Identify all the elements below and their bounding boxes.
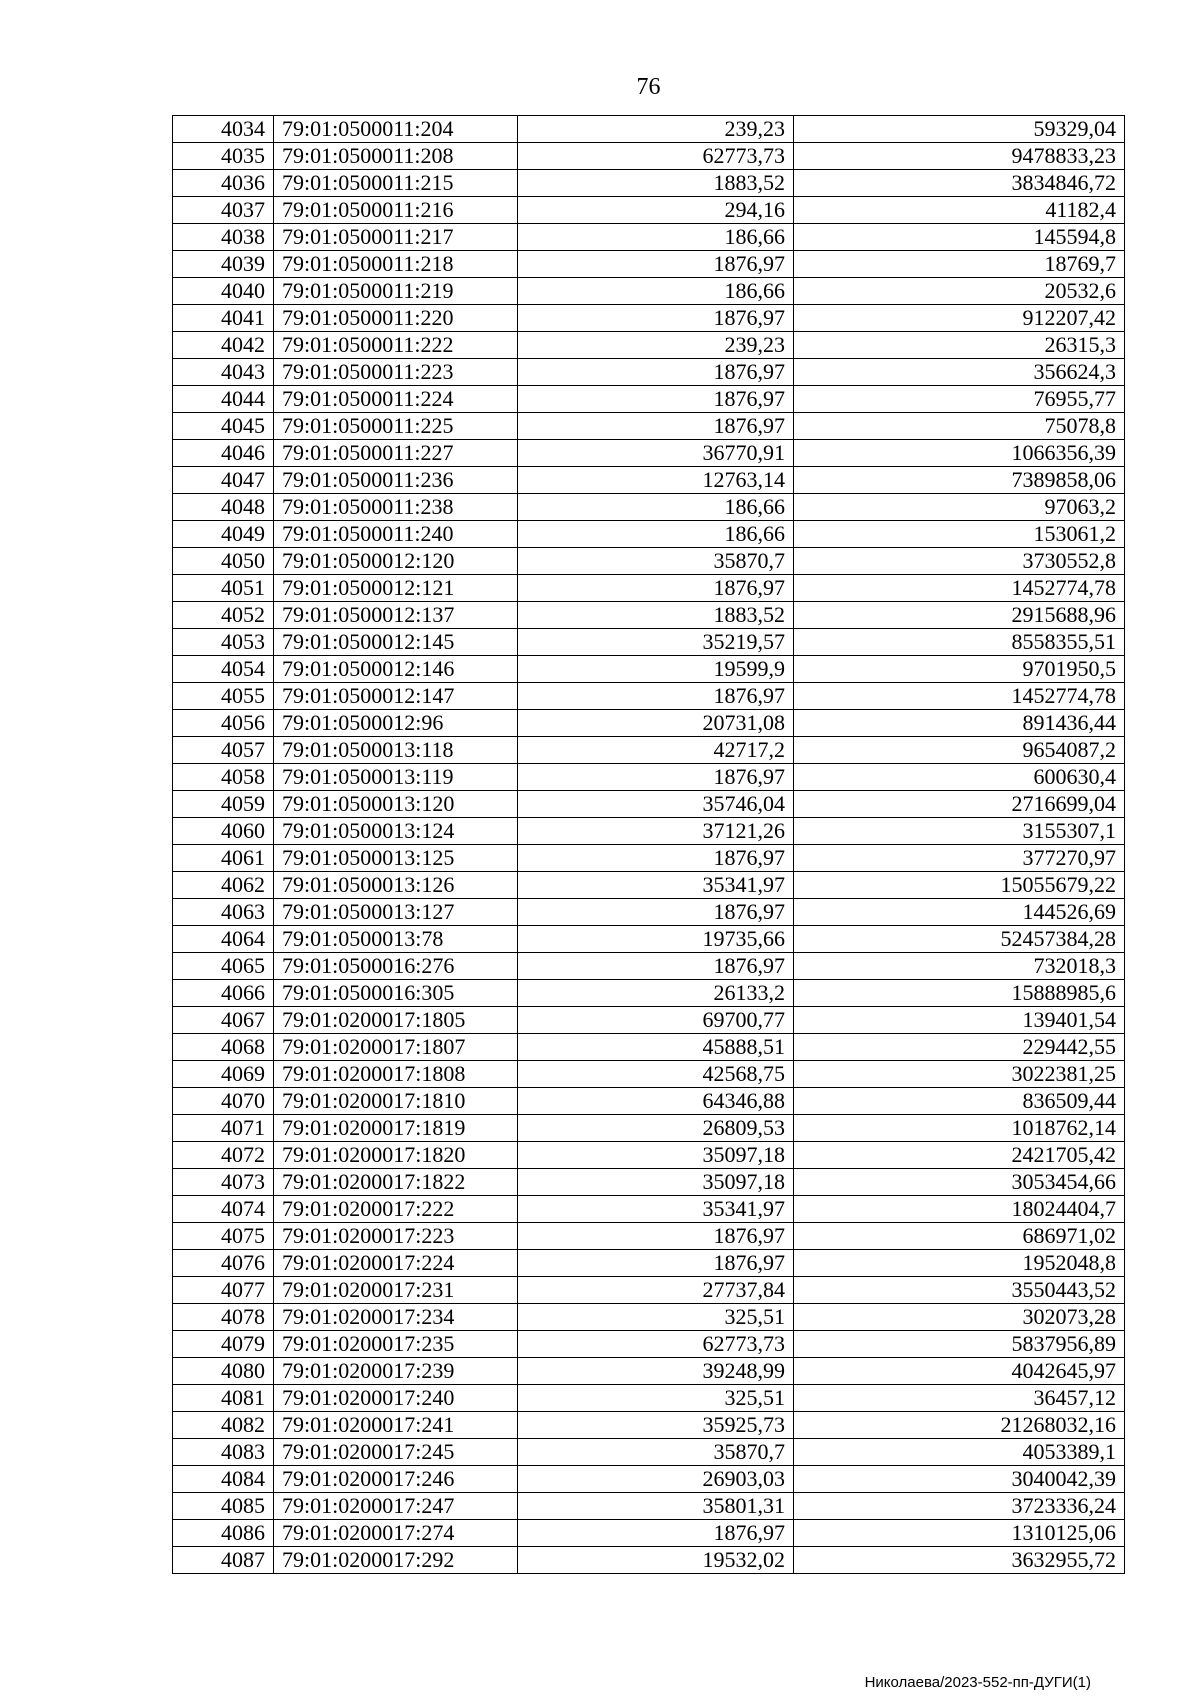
cadastral-number-cell: 79:01:0500011:238 — [274, 494, 518, 521]
area-cell: 325,51 — [518, 1385, 794, 1412]
value-cell: 9478833,23 — [794, 143, 1125, 170]
table-row — [173, 1331, 1125, 1358]
page-number: 76 — [636, 74, 661, 100]
table-row — [173, 575, 1125, 602]
cadastral-number-cell: 79:01:0500013:126 — [274, 872, 518, 899]
table-row — [173, 1493, 1125, 1520]
cadastral-number-cell: 79:01:0500011:223 — [274, 359, 518, 386]
value-cell: 20532,6 — [794, 278, 1125, 305]
area-cell: 1883,52 — [518, 602, 794, 629]
row-number-cell: 4072 — [173, 1142, 274, 1169]
area-cell: 1876,97 — [518, 845, 794, 872]
area-cell: 45888,51 — [518, 1034, 794, 1061]
cadastral-number-cell: 79:01:0500011:236 — [274, 467, 518, 494]
table-row — [173, 1358, 1125, 1385]
cadastral-number-cell: 79:01:0500016:276 — [274, 953, 518, 980]
table-row — [173, 143, 1125, 170]
area-cell: 37121,26 — [518, 818, 794, 845]
area-cell: 35097,18 — [518, 1142, 794, 1169]
table-row — [173, 278, 1125, 305]
value-cell: 2716699,04 — [794, 791, 1125, 818]
row-number-cell: 4042 — [173, 332, 274, 359]
table-row — [173, 953, 1125, 980]
table-row — [173, 224, 1125, 251]
table-row — [173, 656, 1125, 683]
area-cell: 26903,03 — [518, 1466, 794, 1493]
value-cell: 3155307,1 — [794, 818, 1125, 845]
row-number-cell: 4070 — [173, 1088, 274, 1115]
value-cell: 229442,55 — [794, 1034, 1125, 1061]
table-row — [173, 332, 1125, 359]
cadastral-number-cell: 79:01:0500013:120 — [274, 791, 518, 818]
table-body — [173, 116, 1125, 1574]
table-row — [173, 197, 1125, 224]
row-number-cell: 4085 — [173, 1493, 274, 1520]
area-cell: 1876,97 — [518, 359, 794, 386]
table-row — [173, 1385, 1125, 1412]
cadastral-number-cell: 79:01:0200017:292 — [274, 1547, 518, 1574]
value-cell: 302073,28 — [794, 1304, 1125, 1331]
table-row — [173, 305, 1125, 332]
row-number-cell: 4049 — [173, 521, 274, 548]
table-row — [173, 1412, 1125, 1439]
row-number-cell: 4058 — [173, 764, 274, 791]
value-cell: 75078,8 — [794, 413, 1125, 440]
cadastral-number-cell: 79:01:0200017:1810 — [274, 1088, 518, 1115]
area-cell: 1876,97 — [518, 1520, 794, 1547]
area-cell: 20731,08 — [518, 710, 794, 737]
area-cell: 1876,97 — [518, 305, 794, 332]
value-cell: 1452774,78 — [794, 683, 1125, 710]
row-number-cell: 4046 — [173, 440, 274, 467]
row-number-cell: 4065 — [173, 953, 274, 980]
cadastral-number-cell: 79:01:0500013:119 — [274, 764, 518, 791]
row-number-cell: 4050 — [173, 548, 274, 575]
table-row — [173, 1007, 1125, 1034]
table-row — [173, 170, 1125, 197]
value-cell: 1952048,8 — [794, 1250, 1125, 1277]
value-cell: 41182,4 — [794, 197, 1125, 224]
value-cell: 18769,7 — [794, 251, 1125, 278]
table-row — [173, 926, 1125, 953]
row-number-cell: 4082 — [173, 1412, 274, 1439]
table-row — [173, 1115, 1125, 1142]
table-row — [173, 872, 1125, 899]
row-number-cell: 4078 — [173, 1304, 274, 1331]
cadastral-number-cell: 79:01:0200017:239 — [274, 1358, 518, 1385]
table-row — [173, 1196, 1125, 1223]
row-number-cell: 4034 — [173, 116, 274, 143]
table-row — [173, 1547, 1125, 1574]
cadastral-number-cell: 79:01:0200017:222 — [274, 1196, 518, 1223]
value-cell: 3723336,24 — [794, 1493, 1125, 1520]
area-cell: 35341,97 — [518, 1196, 794, 1223]
row-number-cell: 4076 — [173, 1250, 274, 1277]
cadastral-number-cell: 79:01:0500011:216 — [274, 197, 518, 224]
row-number-cell: 4055 — [173, 683, 274, 710]
value-cell: 145594,8 — [794, 224, 1125, 251]
value-cell: 3834846,72 — [794, 170, 1125, 197]
value-cell: 139401,54 — [794, 1007, 1125, 1034]
value-cell: 144526,69 — [794, 899, 1125, 926]
value-cell: 9701950,5 — [794, 656, 1125, 683]
value-cell: 686971,02 — [794, 1223, 1125, 1250]
cadastral-number-cell: 79:01:0500012:146 — [274, 656, 518, 683]
row-number-cell: 4060 — [173, 818, 274, 845]
value-cell: 97063,2 — [794, 494, 1125, 521]
area-cell: 26809,53 — [518, 1115, 794, 1142]
area-cell: 35341,97 — [518, 872, 794, 899]
row-number-cell: 4040 — [173, 278, 274, 305]
area-cell: 35801,31 — [518, 1493, 794, 1520]
table-row — [173, 359, 1125, 386]
cadastral-number-cell: 79:01:0500012:120 — [274, 548, 518, 575]
row-number-cell: 4036 — [173, 170, 274, 197]
table-row — [173, 791, 1125, 818]
area-cell: 35925,73 — [518, 1412, 794, 1439]
value-cell: 21268032,16 — [794, 1412, 1125, 1439]
area-cell: 26133,2 — [518, 980, 794, 1007]
area-cell: 186,66 — [518, 278, 794, 305]
table-row — [173, 548, 1125, 575]
table-row — [173, 1520, 1125, 1547]
table-row — [173, 629, 1125, 656]
value-cell: 52457384,28 — [794, 926, 1125, 953]
area-cell: 1876,97 — [518, 953, 794, 980]
cadastral-number-cell: 79:01:0500013:127 — [274, 899, 518, 926]
table-row — [173, 1250, 1125, 1277]
value-cell: 36457,12 — [794, 1385, 1125, 1412]
cadastral-number-cell: 79:01:0200017:241 — [274, 1412, 518, 1439]
cadastral-number-cell: 79:01:0500012:137 — [274, 602, 518, 629]
cadastral-number-cell: 79:01:0200017:235 — [274, 1331, 518, 1358]
value-cell: 26315,3 — [794, 332, 1125, 359]
value-cell: 1452774,78 — [794, 575, 1125, 602]
area-cell: 1876,97 — [518, 251, 794, 278]
area-cell: 1876,97 — [518, 413, 794, 440]
area-cell: 35870,7 — [518, 548, 794, 575]
row-number-cell: 4081 — [173, 1385, 274, 1412]
value-cell: 377270,97 — [794, 845, 1125, 872]
value-cell: 15055679,22 — [794, 872, 1125, 899]
land-register-table — [172, 115, 1125, 1574]
row-number-cell: 4074 — [173, 1196, 274, 1223]
value-cell: 3022381,25 — [794, 1061, 1125, 1088]
area-cell: 1876,97 — [518, 1250, 794, 1277]
cadastral-number-cell: 79:01:0500013:78 — [274, 926, 518, 953]
cadastral-number-cell: 79:01:0200017:1807 — [274, 1034, 518, 1061]
row-number-cell: 4037 — [173, 197, 274, 224]
table-row — [173, 818, 1125, 845]
table-row — [173, 683, 1125, 710]
table-row — [173, 1034, 1125, 1061]
table-row — [173, 1223, 1125, 1250]
row-number-cell: 4051 — [173, 575, 274, 602]
area-cell: 186,66 — [518, 224, 794, 251]
cadastral-number-cell: 79:01:0200017:1820 — [274, 1142, 518, 1169]
cadastral-number-cell: 79:01:0200017:1819 — [274, 1115, 518, 1142]
table-row — [173, 602, 1125, 629]
cadastral-number-cell: 79:01:0500011:225 — [274, 413, 518, 440]
document-footer: Николаева/2023-552-пп-ДУГИ(1) — [864, 1674, 1091, 1691]
row-number-cell: 4053 — [173, 629, 274, 656]
table-row — [173, 764, 1125, 791]
area-cell: 35219,57 — [518, 629, 794, 656]
row-number-cell: 4086 — [173, 1520, 274, 1547]
cadastral-number-cell: 79:01:0200017:234 — [274, 1304, 518, 1331]
row-number-cell: 4083 — [173, 1439, 274, 1466]
area-cell: 69700,77 — [518, 1007, 794, 1034]
value-cell: 3053454,66 — [794, 1169, 1125, 1196]
cadastral-number-cell: 79:01:0200017:246 — [274, 1466, 518, 1493]
row-number-cell: 4047 — [173, 467, 274, 494]
area-cell: 36770,91 — [518, 440, 794, 467]
value-cell: 4042645,97 — [794, 1358, 1125, 1385]
area-cell: 39248,99 — [518, 1358, 794, 1385]
value-cell: 1066356,39 — [794, 440, 1125, 467]
row-number-cell: 4035 — [173, 143, 274, 170]
table-row — [173, 116, 1125, 143]
cadastral-number-cell: 79:01:0500011:217 — [274, 224, 518, 251]
value-cell: 732018,3 — [794, 953, 1125, 980]
table-row — [173, 1088, 1125, 1115]
row-number-cell: 4041 — [173, 305, 274, 332]
row-number-cell: 4062 — [173, 872, 274, 899]
value-cell: 3550443,52 — [794, 1277, 1125, 1304]
cadastral-number-cell: 79:01:0200017:247 — [274, 1493, 518, 1520]
area-cell: 12763,14 — [518, 467, 794, 494]
table-row — [173, 1466, 1125, 1493]
table-row — [173, 1304, 1125, 1331]
cadastral-number-cell: 79:01:0500012:121 — [274, 575, 518, 602]
cadastral-number-cell: 79:01:0500012:147 — [274, 683, 518, 710]
area-cell: 186,66 — [518, 521, 794, 548]
row-number-cell: 4068 — [173, 1034, 274, 1061]
table-row — [173, 710, 1125, 737]
value-cell: 15888985,6 — [794, 980, 1125, 1007]
row-number-cell: 4075 — [173, 1223, 274, 1250]
table-row — [173, 737, 1125, 764]
cadastral-number-cell: 79:01:0200017:1808 — [274, 1061, 518, 1088]
area-cell: 42568,75 — [518, 1061, 794, 1088]
value-cell: 1018762,14 — [794, 1115, 1125, 1142]
cadastral-number-cell: 79:01:0500011:215 — [274, 170, 518, 197]
cadastral-number-cell: 79:01:0200017:1822 — [274, 1169, 518, 1196]
cadastral-number-cell: 79:01:0500011:218 — [274, 251, 518, 278]
area-cell: 27737,84 — [518, 1277, 794, 1304]
value-cell: 912207,42 — [794, 305, 1125, 332]
row-number-cell: 4073 — [173, 1169, 274, 1196]
row-number-cell: 4071 — [173, 1115, 274, 1142]
row-number-cell: 4056 — [173, 710, 274, 737]
cadastral-number-cell: 79:01:0500011:227 — [274, 440, 518, 467]
cadastral-number-cell: 79:01:0500011:219 — [274, 278, 518, 305]
value-cell: 76955,77 — [794, 386, 1125, 413]
area-cell: 1883,52 — [518, 170, 794, 197]
area-cell: 186,66 — [518, 494, 794, 521]
row-number-cell: 4080 — [173, 1358, 274, 1385]
area-cell: 294,16 — [518, 197, 794, 224]
row-number-cell: 4057 — [173, 737, 274, 764]
area-cell: 64346,88 — [518, 1088, 794, 1115]
value-cell: 8558355,51 — [794, 629, 1125, 656]
area-cell: 19735,66 — [518, 926, 794, 953]
row-number-cell: 4061 — [173, 845, 274, 872]
value-cell: 2915688,96 — [794, 602, 1125, 629]
row-number-cell: 4067 — [173, 1007, 274, 1034]
row-number-cell: 4043 — [173, 359, 274, 386]
table-row — [173, 440, 1125, 467]
value-cell: 59329,04 — [794, 116, 1125, 143]
row-number-cell: 4052 — [173, 602, 274, 629]
row-number-cell: 4048 — [173, 494, 274, 521]
row-number-cell: 4054 — [173, 656, 274, 683]
value-cell: 4053389,1 — [794, 1439, 1125, 1466]
row-number-cell: 4039 — [173, 251, 274, 278]
cadastral-number-cell: 79:01:0200017:223 — [274, 1223, 518, 1250]
value-cell: 5837956,89 — [794, 1331, 1125, 1358]
table-row — [173, 251, 1125, 278]
area-cell: 325,51 — [518, 1304, 794, 1331]
area-cell: 35746,04 — [518, 791, 794, 818]
area-cell: 35097,18 — [518, 1169, 794, 1196]
value-cell: 891436,44 — [794, 710, 1125, 737]
cadastral-number-cell: 79:01:0500011:208 — [274, 143, 518, 170]
cadastral-number-cell: 79:01:0200017:224 — [274, 1250, 518, 1277]
row-number-cell: 4059 — [173, 791, 274, 818]
value-cell: 356624,3 — [794, 359, 1125, 386]
area-cell: 62773,73 — [518, 143, 794, 170]
cadastral-number-cell: 79:01:0500011:224 — [274, 386, 518, 413]
table-row — [173, 1277, 1125, 1304]
row-number-cell: 4064 — [173, 926, 274, 953]
row-number-cell: 4063 — [173, 899, 274, 926]
cadastral-number-cell: 79:01:0500012:145 — [274, 629, 518, 656]
value-cell: 153061,2 — [794, 521, 1125, 548]
cadastral-number-cell: 79:01:0200017:245 — [274, 1439, 518, 1466]
table-row — [173, 1061, 1125, 1088]
area-cell: 62773,73 — [518, 1331, 794, 1358]
table-row — [173, 980, 1125, 1007]
table-row — [173, 521, 1125, 548]
table-row — [173, 413, 1125, 440]
value-cell: 1310125,06 — [794, 1520, 1125, 1547]
value-cell: 3730552,8 — [794, 548, 1125, 575]
value-cell: 9654087,2 — [794, 737, 1125, 764]
area-cell: 19599,9 — [518, 656, 794, 683]
area-cell: 1876,97 — [518, 683, 794, 710]
cadastral-number-cell: 79:01:0500013:124 — [274, 818, 518, 845]
cadastral-number-cell: 79:01:0500011:240 — [274, 521, 518, 548]
value-cell: 3632955,72 — [794, 1547, 1125, 1574]
value-cell: 2421705,42 — [794, 1142, 1125, 1169]
table-row — [173, 845, 1125, 872]
row-number-cell: 4087 — [173, 1547, 274, 1574]
value-cell: 600630,4 — [794, 764, 1125, 791]
table-row — [173, 467, 1125, 494]
cadastral-number-cell: 79:01:0500013:118 — [274, 737, 518, 764]
cadastral-number-cell: 79:01:0500012:96 — [274, 710, 518, 737]
row-number-cell: 4079 — [173, 1331, 274, 1358]
row-number-cell: 4077 — [173, 1277, 274, 1304]
table-row — [173, 1439, 1125, 1466]
row-number-cell: 4044 — [173, 386, 274, 413]
cadastral-number-cell: 79:01:0500011:204 — [274, 116, 518, 143]
cadastral-number-cell: 79:01:0500013:125 — [274, 845, 518, 872]
row-number-cell: 4045 — [173, 413, 274, 440]
table-row — [173, 1169, 1125, 1196]
value-cell: 7389858,06 — [794, 467, 1125, 494]
area-cell: 35870,7 — [518, 1439, 794, 1466]
row-number-cell: 4038 — [173, 224, 274, 251]
value-cell: 836509,44 — [794, 1088, 1125, 1115]
area-cell: 19532,02 — [518, 1547, 794, 1574]
value-cell: 3040042,39 — [794, 1466, 1125, 1493]
area-cell: 1876,97 — [518, 575, 794, 602]
cadastral-number-cell: 79:01:0200017:231 — [274, 1277, 518, 1304]
value-cell: 18024404,7 — [794, 1196, 1125, 1223]
area-cell: 1876,97 — [518, 764, 794, 791]
row-number-cell: 4069 — [173, 1061, 274, 1088]
table-row — [173, 1142, 1125, 1169]
cadastral-number-cell: 79:01:0200017:240 — [274, 1385, 518, 1412]
row-number-cell: 4084 — [173, 1466, 274, 1493]
cadastral-number-cell: 79:01:0200017:1805 — [274, 1007, 518, 1034]
area-cell: 239,23 — [518, 116, 794, 143]
area-cell: 1876,97 — [518, 899, 794, 926]
row-number-cell: 4066 — [173, 980, 274, 1007]
area-cell: 42717,2 — [518, 737, 794, 764]
cadastral-number-cell: 79:01:0500016:305 — [274, 980, 518, 1007]
table-row — [173, 494, 1125, 521]
area-cell: 1876,97 — [518, 386, 794, 413]
area-cell: 239,23 — [518, 332, 794, 359]
table-row — [173, 899, 1125, 926]
table-row — [173, 386, 1125, 413]
cadastral-number-cell: 79:01:0500011:220 — [274, 305, 518, 332]
cadastral-number-cell: 79:01:0500011:222 — [274, 332, 518, 359]
cadastral-number-cell: 79:01:0200017:274 — [274, 1520, 518, 1547]
area-cell: 1876,97 — [518, 1223, 794, 1250]
